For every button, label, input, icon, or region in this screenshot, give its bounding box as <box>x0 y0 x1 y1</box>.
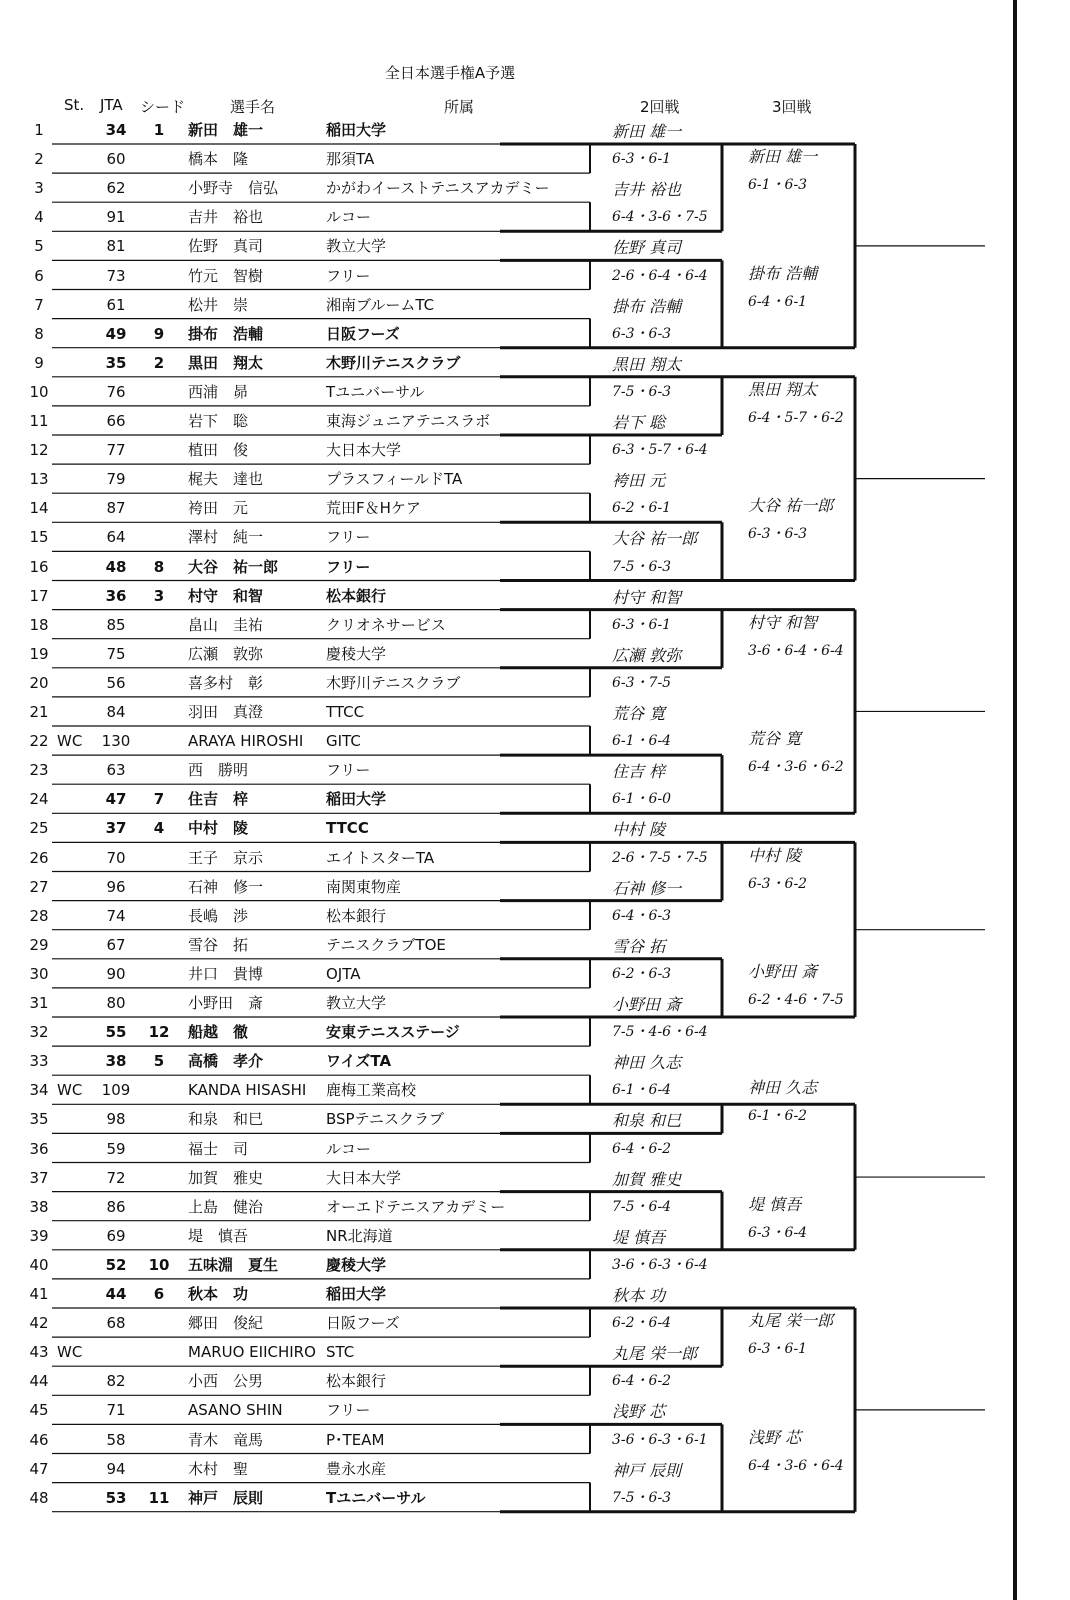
entry-affiliation: 稲田大学 <box>326 1285 387 1303</box>
r3-winner-name: 浅野 芯 <box>748 1427 802 1447</box>
entry-affiliation: ワイズTA <box>326 1052 392 1071</box>
entry-jta-rank: 34 <box>105 121 127 139</box>
entry-jta-rank: 44 <box>105 1285 127 1303</box>
entry-jta-rank: 90 <box>106 964 126 983</box>
header-round2: 2回戦 <box>640 98 680 116</box>
entry-affiliation: 慶稜大学 <box>326 644 387 663</box>
entry-jta-rank: 72 <box>106 1168 126 1187</box>
entry-st: 14 <box>29 499 49 518</box>
r2-score: 6-2・6-4 <box>612 1315 672 1332</box>
entry-affiliation: オーエドテニスアカデミー <box>326 1197 506 1216</box>
entry-st: 1 <box>34 121 44 139</box>
entry-affiliation: OJTA <box>326 964 361 983</box>
entry-seed: 9 <box>153 324 165 343</box>
entry-affiliation: フリー <box>326 761 371 780</box>
r2-winner-name: 岩下 聡 <box>612 413 666 432</box>
r3-score: 6-3・6-4 <box>748 1224 808 1241</box>
entry-st: 44 <box>29 1372 49 1391</box>
entry-jta-rank: 64 <box>106 528 126 547</box>
entry-seed: 3 <box>153 586 165 605</box>
entry-player-name: 中村 陵 <box>188 819 249 838</box>
entry-affiliation: Tユニバーサル <box>326 382 425 401</box>
entry-jta-rank: 69 <box>106 1226 126 1245</box>
entry-jta-rank: 130 <box>101 732 131 751</box>
entry-st: 35 <box>29 1110 49 1129</box>
entry-st: 2 <box>34 150 44 169</box>
entry-affiliation: NR北海道 <box>326 1226 393 1245</box>
entry-st: 10 <box>29 382 49 401</box>
header-jta: JTA <box>100 96 123 114</box>
entry-affiliation: 松本銀行 <box>326 1372 387 1391</box>
entry-affiliation: 日阪フーズ <box>326 324 400 343</box>
entry-affiliation: 豊永水産 <box>326 1459 387 1478</box>
entry-seed: 11 <box>148 1488 170 1507</box>
entry-affiliation: フリー <box>326 528 371 547</box>
r2-score: 6-3・6-3 <box>612 325 672 342</box>
entry-jta-rank: 52 <box>105 1255 127 1274</box>
entry-seed: 2 <box>153 353 165 372</box>
r2-winner-name: 大谷 祐一郎 <box>612 529 698 549</box>
entry-player-name: 新田 雄一 <box>188 121 264 139</box>
entry-seed: 1 <box>153 121 165 139</box>
entry-player-name: 福士 司 <box>188 1139 249 1158</box>
entry-st: 27 <box>29 877 49 896</box>
r3-score: 6-4・3-6・6-4 <box>748 1457 844 1474</box>
entry-player-name: 橋本 隆 <box>188 150 249 169</box>
entry-affiliation: 松本銀行 <box>326 586 387 605</box>
entry-jta-rank: 67 <box>106 935 126 954</box>
entry-st: 39 <box>29 1226 49 1245</box>
entry-jta-rank: 73 <box>106 266 126 285</box>
entry-affiliation: P･TEAM <box>326 1430 385 1449</box>
entry-jta-rank: 58 <box>106 1430 126 1449</box>
entry-st: 28 <box>29 906 49 925</box>
r3-score: 6-4・3-6・6-2 <box>748 759 844 776</box>
entry-st: 31 <box>29 994 49 1012</box>
entry-player-name: 郷田 俊紀 <box>188 1314 264 1333</box>
r3-winner-name: 村守 和智 <box>748 612 818 632</box>
entry-affiliation: 慶稜大学 <box>326 1255 387 1274</box>
entry-player-name: 澤村 純一 <box>188 528 264 547</box>
entry-jta-rank: 49 <box>105 324 127 343</box>
r2-score: 6-4・6-3 <box>612 907 672 924</box>
r2-score: 2-6・6-4・6-4 <box>612 267 708 284</box>
entry-jta-rank: 55 <box>105 1023 127 1042</box>
entry-jta-rank: 96 <box>106 877 126 896</box>
entry-affiliation: 大日本大学 <box>326 441 402 460</box>
r2-winner-name: 丸尾 栄一郎 <box>612 1344 698 1364</box>
entry-player-name: 袴田 元 <box>188 499 249 518</box>
entry-player-name: 小野寺 信弘 <box>188 179 279 198</box>
header-st: St. <box>64 96 85 114</box>
entry-jta-rank: 68 <box>106 1314 126 1333</box>
entry-jta-rank: 61 <box>106 295 126 314</box>
entry-affiliation: 稲田大学 <box>326 121 387 139</box>
entry-jta-rank: 94 <box>106 1459 126 1478</box>
r2-winner-name: 新田 雄一 <box>612 122 682 141</box>
r3-score: 3-6・6-4・6-4 <box>748 642 844 659</box>
entry-affiliation: フリー <box>326 266 371 285</box>
r2-winner-name: 吉井 裕也 <box>612 180 682 200</box>
entry-affiliation: Tユニバーサル <box>326 1488 426 1507</box>
entry-wc-mark: WC <box>57 1343 83 1362</box>
entry-player-name: 神戸 辰則 <box>188 1488 264 1507</box>
entry-affiliation: フリー <box>326 1401 371 1420</box>
entry-affiliation: BSPテニスクラブ <box>326 1110 444 1129</box>
entry-affiliation: 大日本大学 <box>326 1168 402 1187</box>
header-round3: 3回戦 <box>772 98 812 116</box>
entry-st: 30 <box>29 964 49 983</box>
entry-jta-rank: 75 <box>106 644 126 663</box>
entry-st: 12 <box>29 441 49 460</box>
entry-st: 18 <box>29 615 49 634</box>
entry-st: 37 <box>29 1168 49 1187</box>
entry-player-name: MARUO EIICHIRO <box>188 1343 316 1362</box>
header-seed: シード <box>140 98 186 116</box>
r2-score: 6-4・6-2 <box>612 1140 672 1157</box>
r2-winner-name: 雪谷 拓 <box>612 936 666 956</box>
entry-affiliation: ルコー <box>326 1139 372 1158</box>
entry-affiliation: 安東テニスステージ <box>326 1023 460 1042</box>
entry-affiliation: かがわイーストテニスアカデミー <box>326 179 550 198</box>
r2-score: 7-5・6-3 <box>612 383 672 400</box>
entry-affiliation: STC <box>326 1343 355 1362</box>
entry-affiliation: 南関東物産 <box>326 877 402 896</box>
entry-player-name: 小西 公男 <box>188 1372 264 1391</box>
r2-score: 2-6・7-5・7-5 <box>612 849 708 866</box>
entry-st: 20 <box>29 673 49 692</box>
r3-winner-name: 掛布 浩輔 <box>748 263 818 283</box>
r3-score: 6-3・6-3 <box>748 526 808 543</box>
r2-score: 7-5・4-6・6-4 <box>612 1024 708 1041</box>
entry-seed: 4 <box>153 819 165 838</box>
r2-winner-name: 佐野 真司 <box>612 238 682 258</box>
entry-jta-rank: 37 <box>105 819 127 838</box>
r2-score: 6-2・6-1 <box>612 500 672 517</box>
r2-winner-name: 石神 修一 <box>612 878 682 898</box>
r3-score: 6-1・6-3 <box>748 177 808 194</box>
entry-jta-rank: 35 <box>105 353 127 372</box>
entry-player-name: 船越 徹 <box>188 1023 249 1042</box>
entry-player-name: 秋本 功 <box>188 1285 249 1303</box>
entry-affiliation: 日阪フーズ <box>326 1314 400 1333</box>
entry-affiliation: 教立大学 <box>326 994 387 1012</box>
entry-jta-rank: 84 <box>106 703 126 721</box>
entry-player-name: 村守 和智 <box>188 586 264 605</box>
entry-st: 42 <box>29 1314 49 1333</box>
entry-st: 40 <box>29 1255 49 1274</box>
entry-jta-rank: 36 <box>105 586 127 605</box>
r3-winner-name: 小野田 斎 <box>748 961 818 981</box>
entry-player-name: 西浦 昴 <box>188 382 249 401</box>
entry-jta-rank: 38 <box>105 1052 127 1071</box>
r2-score: 6-3・6-1 <box>612 616 672 633</box>
entry-st: 21 <box>29 703 49 721</box>
entry-seed: 10 <box>148 1255 170 1274</box>
entry-st: 16 <box>29 557 49 576</box>
entry-player-name: 大谷 祐一郎 <box>188 557 279 576</box>
entry-jta-rank: 56 <box>106 673 126 692</box>
entry-st: 43 <box>29 1343 49 1362</box>
entry-player-name: 広瀬 敦弥 <box>188 644 264 663</box>
r3-score: 6-2・4-6・7-5 <box>748 991 844 1008</box>
entry-jta-rank: 47 <box>105 790 127 809</box>
r2-score: 6-1・6-0 <box>612 791 672 808</box>
r2-score: 6-3・5-7・6-4 <box>612 442 708 459</box>
entry-st: 5 <box>34 237 44 256</box>
r3-score: 6-4・5-7・6-2 <box>748 409 844 426</box>
r2-winner-name: 神田 久志 <box>612 1053 682 1073</box>
r2-winner-name: 袴田 元 <box>612 471 666 491</box>
entry-jta-rank: 63 <box>106 761 126 780</box>
entry-affiliation: 那須TA <box>326 150 375 169</box>
entry-player-name: 喜多村 彰 <box>188 673 264 692</box>
entry-seed: 5 <box>153 1052 165 1071</box>
entry-st: 26 <box>29 848 49 867</box>
r2-winner-name: 荒谷 寛 <box>612 704 666 723</box>
r3-winner-name: 神田 久志 <box>748 1078 818 1098</box>
entry-player-name: ASANO SHIN <box>188 1401 283 1420</box>
entry-player-name: 畠山 圭祐 <box>188 615 264 634</box>
entry-affiliation: GITC <box>326 732 361 751</box>
entry-affiliation: クリオネサービス <box>326 615 446 634</box>
r2-winner-name: 和泉 和巳 <box>612 1111 682 1131</box>
entry-jta-rank: 53 <box>105 1488 127 1507</box>
r3-winner-name: 中村 陵 <box>748 845 802 865</box>
entry-jta-rank: 91 <box>106 208 126 227</box>
entry-player-name: 羽田 真澄 <box>188 703 264 721</box>
entry-player-name: 住吉 梓 <box>188 790 249 809</box>
entry-jta-rank: 76 <box>106 382 126 401</box>
header-affiliation: 所属 <box>444 98 475 116</box>
entry-seed: 7 <box>153 790 165 809</box>
r2-winner-name: 加賀 雅史 <box>612 1169 682 1189</box>
entry-player-name: 高橋 孝介 <box>188 1052 264 1071</box>
entry-affiliation: テニスクラブTOE <box>326 935 446 954</box>
entry-affiliation: 松本銀行 <box>326 906 387 925</box>
entry-jta-rank: 81 <box>106 237 126 256</box>
r3-winner-name: 新田 雄一 <box>748 147 818 167</box>
page-title: 全日本選手権A予選 <box>384 64 516 82</box>
r2-winner-name: 黒田 翔太 <box>612 354 682 374</box>
entry-jta-rank: 86 <box>106 1197 126 1216</box>
entry-affiliation: 稲田大学 <box>326 790 387 809</box>
entry-st: 6 <box>34 266 44 285</box>
entry-seed: 8 <box>153 557 165 576</box>
r3-winner-name: 大谷 祐一郎 <box>748 496 834 516</box>
entry-jta-rank: 87 <box>106 499 126 518</box>
r3-winner-name: 堤 慎吾 <box>748 1194 802 1214</box>
entry-wc-mark: WC <box>57 732 83 751</box>
r3-score: 6-4・6-1 <box>748 293 808 310</box>
entry-affiliation: フリー <box>326 557 371 576</box>
entry-st: 34 <box>29 1081 49 1100</box>
r2-score: 7-5・6-4 <box>612 1198 672 1215</box>
r3-winner-name: 黒田 翔太 <box>748 379 818 399</box>
entry-affiliation: 教立大学 <box>326 237 387 256</box>
entry-player-name: 堤 慎吾 <box>188 1226 249 1245</box>
r2-score: 7-5・6-3 <box>612 558 672 575</box>
entry-player-name: 上島 健治 <box>188 1197 264 1216</box>
entry-affiliation: 鹿梅工業高校 <box>326 1081 417 1100</box>
entry-player-name: ARAYA HIROSHI <box>188 732 304 751</box>
entry-jta-rank: 62 <box>106 179 126 198</box>
entry-st: 46 <box>29 1430 49 1449</box>
entry-st: 22 <box>29 732 49 751</box>
entry-jta-rank: 48 <box>105 557 127 576</box>
entry-st: 7 <box>34 295 44 314</box>
entry-player-name: 小野田 斎 <box>188 994 264 1012</box>
r2-score: 7-5・6-3 <box>612 1489 672 1506</box>
entry-player-name: 長嶋 渉 <box>188 906 249 925</box>
entry-player-name: 黒田 翔太 <box>188 353 264 372</box>
r2-winner-name: 掛布 浩輔 <box>612 296 682 316</box>
entry-affiliation: 木野川テニスクラブ <box>326 673 461 692</box>
entry-st: 23 <box>29 761 49 780</box>
r2-winner-name: 広瀬 敦弥 <box>612 645 682 665</box>
r3-score: 6-3・6-2 <box>748 875 808 892</box>
entry-player-name: 王子 京示 <box>188 848 264 867</box>
entry-st: 33 <box>29 1052 49 1071</box>
entry-jta-rank: 98 <box>106 1110 126 1129</box>
entry-affiliation: 荒田F＆Hケア <box>326 499 421 518</box>
entry-affiliation: エイトスターTA <box>326 848 435 867</box>
entry-player-name: 吉井 裕也 <box>188 208 264 227</box>
entry-jta-rank: 109 <box>101 1081 131 1100</box>
r3-winner-name: 丸尾 栄一郎 <box>748 1311 834 1331</box>
entry-st: 45 <box>29 1401 49 1420</box>
entry-jta-rank: 85 <box>106 615 126 634</box>
r2-score: 6-1・6-4 <box>612 733 672 750</box>
r3-score: 6-1・6-2 <box>748 1108 808 1125</box>
entry-jta-rank: 80 <box>106 994 126 1012</box>
entry-player-name: 木村 聖 <box>188 1459 249 1478</box>
header-player: 選手名 <box>230 98 276 116</box>
entry-jta-rank: 82 <box>106 1372 126 1391</box>
entry-st: 15 <box>29 528 49 547</box>
r2-winner-name: 住吉 梓 <box>612 762 666 782</box>
r2-winner-name: 村守 和智 <box>612 587 682 607</box>
r2-score: 6-3・6-1 <box>612 151 672 168</box>
entry-player-name: 掛布 浩輔 <box>188 324 264 343</box>
entry-st: 38 <box>29 1197 49 1216</box>
entry-affiliation: TTCC <box>326 819 369 838</box>
entry-st: 19 <box>29 644 49 663</box>
entry-st: 32 <box>29 1023 49 1042</box>
entry-jta-rank: 70 <box>106 848 126 867</box>
entry-st: 24 <box>29 790 49 809</box>
r3-winner-name: 荒谷 寛 <box>748 729 802 749</box>
r2-score: 6-4・6-2 <box>612 1373 672 1390</box>
entry-jta-rank: 71 <box>106 1401 126 1420</box>
entry-st: 41 <box>29 1285 49 1303</box>
r2-score: 3-6・6-3・6-1 <box>612 1431 708 1448</box>
r2-winner-name: 浅野 芯 <box>612 1402 666 1422</box>
entry-st: 29 <box>29 935 49 954</box>
entry-player-name: 雪谷 拓 <box>188 935 249 954</box>
entry-affiliation: 木野川テニスクラブ <box>326 353 461 372</box>
entry-st: 9 <box>34 353 44 372</box>
entry-player-name: 松井 崇 <box>188 295 249 314</box>
r2-winner-name: 堤 慎吾 <box>612 1227 666 1247</box>
r2-score: 6-1・6-4 <box>612 1082 672 1099</box>
entry-player-name: 西 勝明 <box>188 761 249 780</box>
entry-jta-rank: 77 <box>106 441 126 460</box>
entry-wc-mark: WC <box>57 1081 83 1100</box>
entry-player-name: 石神 修一 <box>188 877 264 896</box>
r2-winner-name: 小野田 斎 <box>612 995 682 1014</box>
entry-player-name: 梶夫 達也 <box>188 470 264 489</box>
r2-score: 6-4・3-6・7-5 <box>612 209 708 226</box>
entry-jta-rank: 79 <box>106 470 126 489</box>
r2-score: 6-2・6-3 <box>612 965 672 982</box>
r3-score: 6-3・6-1 <box>748 1341 808 1358</box>
entry-affiliation: ルコー <box>326 208 372 227</box>
entry-player-name: 竹元 智樹 <box>188 266 264 285</box>
entry-jta-rank: 74 <box>106 906 126 925</box>
entry-seed: 6 <box>153 1285 165 1303</box>
entry-st: 47 <box>29 1459 49 1478</box>
entry-st: 25 <box>29 819 49 838</box>
entry-player-name: 加賀 雅史 <box>188 1168 264 1187</box>
entry-st: 17 <box>29 586 49 605</box>
entry-st: 48 <box>29 1488 49 1507</box>
entry-affiliation: TTCC <box>326 703 365 721</box>
entry-st: 3 <box>34 179 44 198</box>
r2-score: 3-6・6-3・6-4 <box>612 1256 708 1273</box>
entry-seed: 12 <box>148 1023 170 1042</box>
r2-winner-name: 秋本 功 <box>612 1286 666 1305</box>
r2-winner-name: 神戸 辰則 <box>612 1460 682 1480</box>
entry-player-name: 佐野 真司 <box>188 237 264 256</box>
entry-st: 11 <box>29 412 49 430</box>
entry-affiliation: プラスフィールドTA <box>326 470 463 489</box>
entry-st: 4 <box>34 208 44 227</box>
entry-player-name: 青木 竜馬 <box>188 1430 264 1449</box>
entry-player-name: 植田 俊 <box>188 441 249 460</box>
entry-st: 8 <box>34 324 44 343</box>
entry-jta-rank: 66 <box>106 412 126 430</box>
entry-player-name: 五味淵 夏生 <box>188 1255 279 1274</box>
entry-player-name: 井口 貴博 <box>188 964 264 983</box>
entry-player-name: 岩下 聡 <box>188 412 249 430</box>
entry-st: 36 <box>29 1139 49 1158</box>
entry-affiliation: 湘南ブルームTC <box>326 295 435 314</box>
entry-player-name: KANDA HISASHI <box>188 1081 307 1100</box>
entry-st: 13 <box>29 470 49 489</box>
r2-score: 6-3・7-5 <box>612 674 672 691</box>
entry-jta-rank: 59 <box>106 1139 126 1158</box>
r2-winner-name: 中村 陵 <box>612 820 666 840</box>
entry-affiliation: 東海ジュニアテニスラボ <box>326 412 491 430</box>
entry-jta-rank: 60 <box>106 150 126 169</box>
entry-player-name: 和泉 和巳 <box>188 1110 264 1129</box>
